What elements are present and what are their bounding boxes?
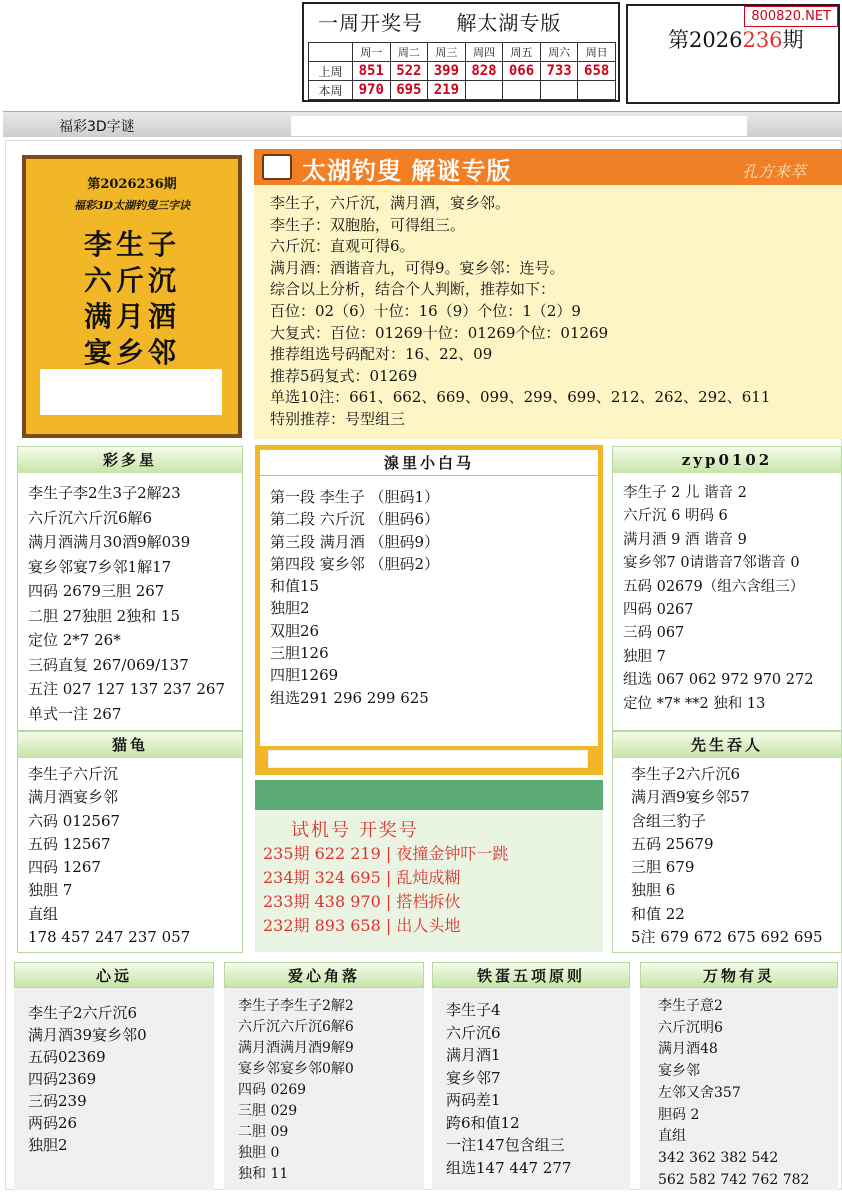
box-line: 独胆 7 [28,881,73,900]
box-line: 满月酒满月30酒9解039 [28,533,191,551]
box-line: 左邻又舍357 [658,1084,741,1101]
box-title: 湶里小白马 [260,450,598,476]
box-title: 爱心角落 [224,962,424,988]
issue-suffix: 期 [782,28,804,52]
poster-subtitle: 福彩3D太湖钓叟三字诀 [73,199,191,212]
box-line: 六斤沉六斤沉6解6 [238,1019,354,1035]
taihu-line: 推荐5码复式：01269 [270,366,418,385]
box-line: 李生子2六斤沉6 [631,765,741,783]
trial-row: 235期 622 219 | 夜撞金钟吓一跳 [263,844,509,863]
poster-word: 满月酒 [84,300,181,333]
box-line: 二胆 27独胆 2独和 15 [28,606,181,625]
box-line: 李生子意2 [658,998,723,1014]
box-line: 五注 027 127 137 237 267 [28,680,225,698]
poster-word: 六斤沉 [84,264,181,297]
box-line: 宴乡邻7 0请谐音7邻谐音 0 [623,555,800,572]
draw-number: 828 [465,62,503,81]
taihu-title: 太湖钓叟 解谜专版 [302,156,512,185]
draw-number: 658 [578,62,616,81]
box-line: 独胆2 [28,1136,68,1154]
taihu-lines [270,193,770,431]
box-line: 组选147 447 277 [446,1158,572,1177]
box-line: 第四段 宴乡邻 （胆码2） [270,554,440,573]
taihu-line: 李生子，六斤沉，满月酒，宴乡邻。 [270,194,511,212]
box-line: 562 582 742 762 782 [658,1171,810,1188]
box-line: 宴乡邻宴7乡邻1解17 [28,557,172,576]
day-header: 周二 [390,43,428,62]
box-zyp [612,446,842,731]
box-line: 独胆 6 [631,881,676,900]
box-xinyuan [14,962,214,1190]
taihu-line: 百位：02（6）十位：16（9）个位：1（2）9 [270,301,581,320]
weekly-draw-title [304,4,618,42]
box-line: 五码 02679（组六含组三） [623,578,805,595]
box-line: 李生子 2 儿 谐音 2 [623,485,747,501]
box-line: 三胆 679 [631,858,695,877]
day-header: 周日 [578,43,616,62]
table-row [309,62,616,81]
box-tiedan [432,962,630,1190]
box-line: 和值 22 [631,904,685,923]
box-line: 满月酒1 [446,1046,501,1064]
box-line: 宴乡邻 [658,1063,700,1080]
box-title: 铁蛋五项原则 [432,962,630,988]
box-line: 五码02369 [28,1048,106,1066]
box-line: 第二段 六斤沉 （胆码6） [270,510,440,529]
taihu-author: 孔方来萃 [741,162,806,181]
box-line: 第三段 满月酒 （胆码9） [270,532,440,551]
trial-title: 试机号 开奖号 [291,820,419,841]
box-line: 胆码 2 [658,1106,700,1123]
box-line: 一注147包含组三 [446,1136,565,1154]
box-line: 六斤沉 6 明码 6 [623,508,728,525]
draw-number [503,81,541,100]
taihu-line: 满月酒：酒谐音九，可得9。宴乡邻：连号。 [270,258,565,277]
table-row [309,81,616,100]
box-body [432,988,630,1179]
box-line: 三胆126 [270,644,329,663]
box-line: 六码 012567 [28,811,121,830]
row-label: 本周 [309,81,353,100]
taihu-line: 综合以上分析，结合个人判断，推荐如下： [270,280,556,299]
taihu-header [254,149,842,185]
box-body [260,476,598,709]
box-line: 四码2369 [28,1070,97,1088]
trial-row: 234期 324 695 | 乱炖成糊 [263,868,461,887]
draw-number: 522 [390,62,428,81]
box-line: 含组三豹子 [631,811,707,830]
trial-panel [255,780,603,952]
box-line: 满月酒48 [658,1041,718,1058]
box-aixin [224,962,424,1190]
box-caiduoxing [17,446,243,731]
box-body [640,988,838,1191]
box-line: 定位 *7* **2 独和 13 [623,695,766,712]
issue-box [626,4,840,104]
poster [22,155,242,438]
box-line: 三码直复 267/069/137 [28,655,189,674]
bar-label[interactable]: 福彩3D字谜 [59,119,135,135]
box-line: 三胆 029 [238,1103,298,1119]
box-line: 四码 2679三胆 267 [28,582,165,600]
box-body [224,988,424,1185]
taihu-line: 单选10注：661、662、669、099、299、699、212、262、292、611 [270,388,771,407]
box-line: 三码 067 [623,625,685,642]
trial-rows [263,842,508,938]
box-line: 六斤沉明6 [658,1019,723,1036]
poster-issue: 第2026236期 [87,177,177,192]
day-header: 周三 [428,43,466,62]
draw-number: 399 [428,62,466,81]
scroll-icon [262,154,292,180]
day-header: 周五 [503,43,541,62]
taihu-panel [254,149,842,439]
box-line: 和值15 [270,577,320,596]
box-line: 六斤沉六斤沉6解6 [28,508,153,527]
box-line: 宴乡邻宴乡邻0解0 [238,1061,354,1077]
draw-number: 733 [540,62,578,81]
draw-number: 219 [428,81,466,100]
day-header: 周四 [465,43,503,62]
trial-row: 232期 893 658 | 出人头地 [263,916,461,935]
issue-number [668,24,804,54]
box-maogui [17,731,243,953]
box-line: 342 362 382 542 [658,1149,779,1166]
box-body [613,758,841,949]
box-line: 四码 0269 [238,1082,307,1098]
draw-number [540,81,578,100]
box-line: 独胆 0 [238,1145,280,1161]
poster-word: 李生子 [84,228,181,261]
box-line: 李生子六斤沉 [28,765,119,783]
box-line: 直组 [28,904,59,923]
box-body [14,988,214,1156]
day-header: 周一 [353,43,391,62]
box-line: 四码 0267 [623,602,694,619]
box-title: zyp0102 [613,447,841,473]
box-line: 定位 2*7 26* [28,631,121,649]
box-line: 李生子李2生3子2解23 [28,484,181,502]
box-wanwu [640,962,838,1190]
box-line: 五码 25679 [631,834,714,853]
weekly-draw-panel [302,2,620,102]
box-line: 五码 12567 [28,834,111,853]
box-title: 心远 [14,962,214,988]
box-line: 独胆 7 [623,648,666,665]
box-line: 满月酒9宴乡邻57 [631,788,750,807]
box-line: 宴乡邻7 [446,1068,501,1087]
issue-num: 236 [742,28,783,52]
box-body [18,758,242,949]
box-title: 万物有灵 [640,962,838,988]
day-header: 周六 [540,43,578,62]
box-line: 双胆26 [270,621,320,640]
box-line: 组选291 296 299 625 [270,688,429,707]
box-line: 四胆1269 [270,666,339,685]
box-line: 满月酒宴乡邻 [28,788,119,807]
draw-number [465,81,503,100]
box-line: 第一段 李生子 （胆码1） [270,488,440,506]
trial-row: 233期 438 970 | 搭档拆伙 [263,892,461,911]
box-body [613,473,841,716]
weekly-draw-table [308,42,616,100]
weekly-draw-title-right: 解太湖专版 [456,11,562,35]
box-line: 满月酒 9 酒 谐音 9 [623,531,747,548]
box-body [18,473,242,726]
box-line: 单式一注 267 [28,704,122,723]
box-line: 李生子4 [446,1001,501,1019]
box-line: 满月酒满月酒9解9 [238,1040,354,1056]
taihu-line: 特别推荐：号型组三 [270,409,406,428]
header-blank [309,43,353,62]
site-badge[interactable]: 800820.NET [744,6,838,27]
box-line: 三码239 [28,1092,87,1110]
taihu-line: 大复式：百位：01269十位：01269个位：01269 [270,323,609,342]
box-title: 彩多星 [18,447,242,473]
box-title: 猫龟 [18,732,242,758]
box-line: 跨6和值12 [446,1113,520,1132]
box-line: 四码 1267 [28,858,101,877]
draw-number: 851 [353,62,391,81]
weekly-draw-title-left: 一周开奖号 [318,11,423,35]
box-line: 李生子2六斤沉6 [28,1004,138,1022]
poster-word: 宴乡邻 [84,336,181,369]
box-line: 直组 [658,1128,686,1145]
draw-number [578,81,616,100]
box-line: 组选 067 062 972 970 272 [623,672,814,689]
box-line: 5注 679 672 675 692 695 [631,928,823,947]
taihu-line: 六斤沉：直观可得6。 [270,237,415,256]
table-header-row [309,43,616,62]
box-line: 独胆2 [270,599,310,618]
draw-number: 970 [353,81,391,100]
taihu-line: 李生子：双胞胎，可得组三。 [270,215,466,234]
box-line: 二胆 09 [238,1124,289,1140]
issue-prefix: 第2026 [668,28,743,52]
box-line: 独和 11 [238,1166,289,1182]
poster-blank [40,369,222,415]
box-line: 满月酒39宴乡邻0 [28,1026,147,1044]
box-line: 两码差1 [446,1091,501,1109]
box-line: 两码26 [28,1114,78,1132]
box-xiansheng [612,731,842,953]
draw-number: 695 [390,81,428,100]
row-label: 上周 [309,62,353,81]
box-line: 178 457 247 237 057 [28,928,191,947]
taihu-line: 推荐组选号码配对：16、22、09 [270,345,493,364]
header-bar [3,111,842,137]
box-xiangli [255,445,603,775]
trial-header [255,780,603,810]
box-line: 李生子李生子2解2 [238,998,354,1014]
box-line: 六斤沉6 [446,1023,501,1042]
bar-blank [291,116,747,136]
draw-number: 066 [503,62,541,81]
blank-strip [268,750,588,768]
box-title: 先生吞人 [613,732,841,758]
